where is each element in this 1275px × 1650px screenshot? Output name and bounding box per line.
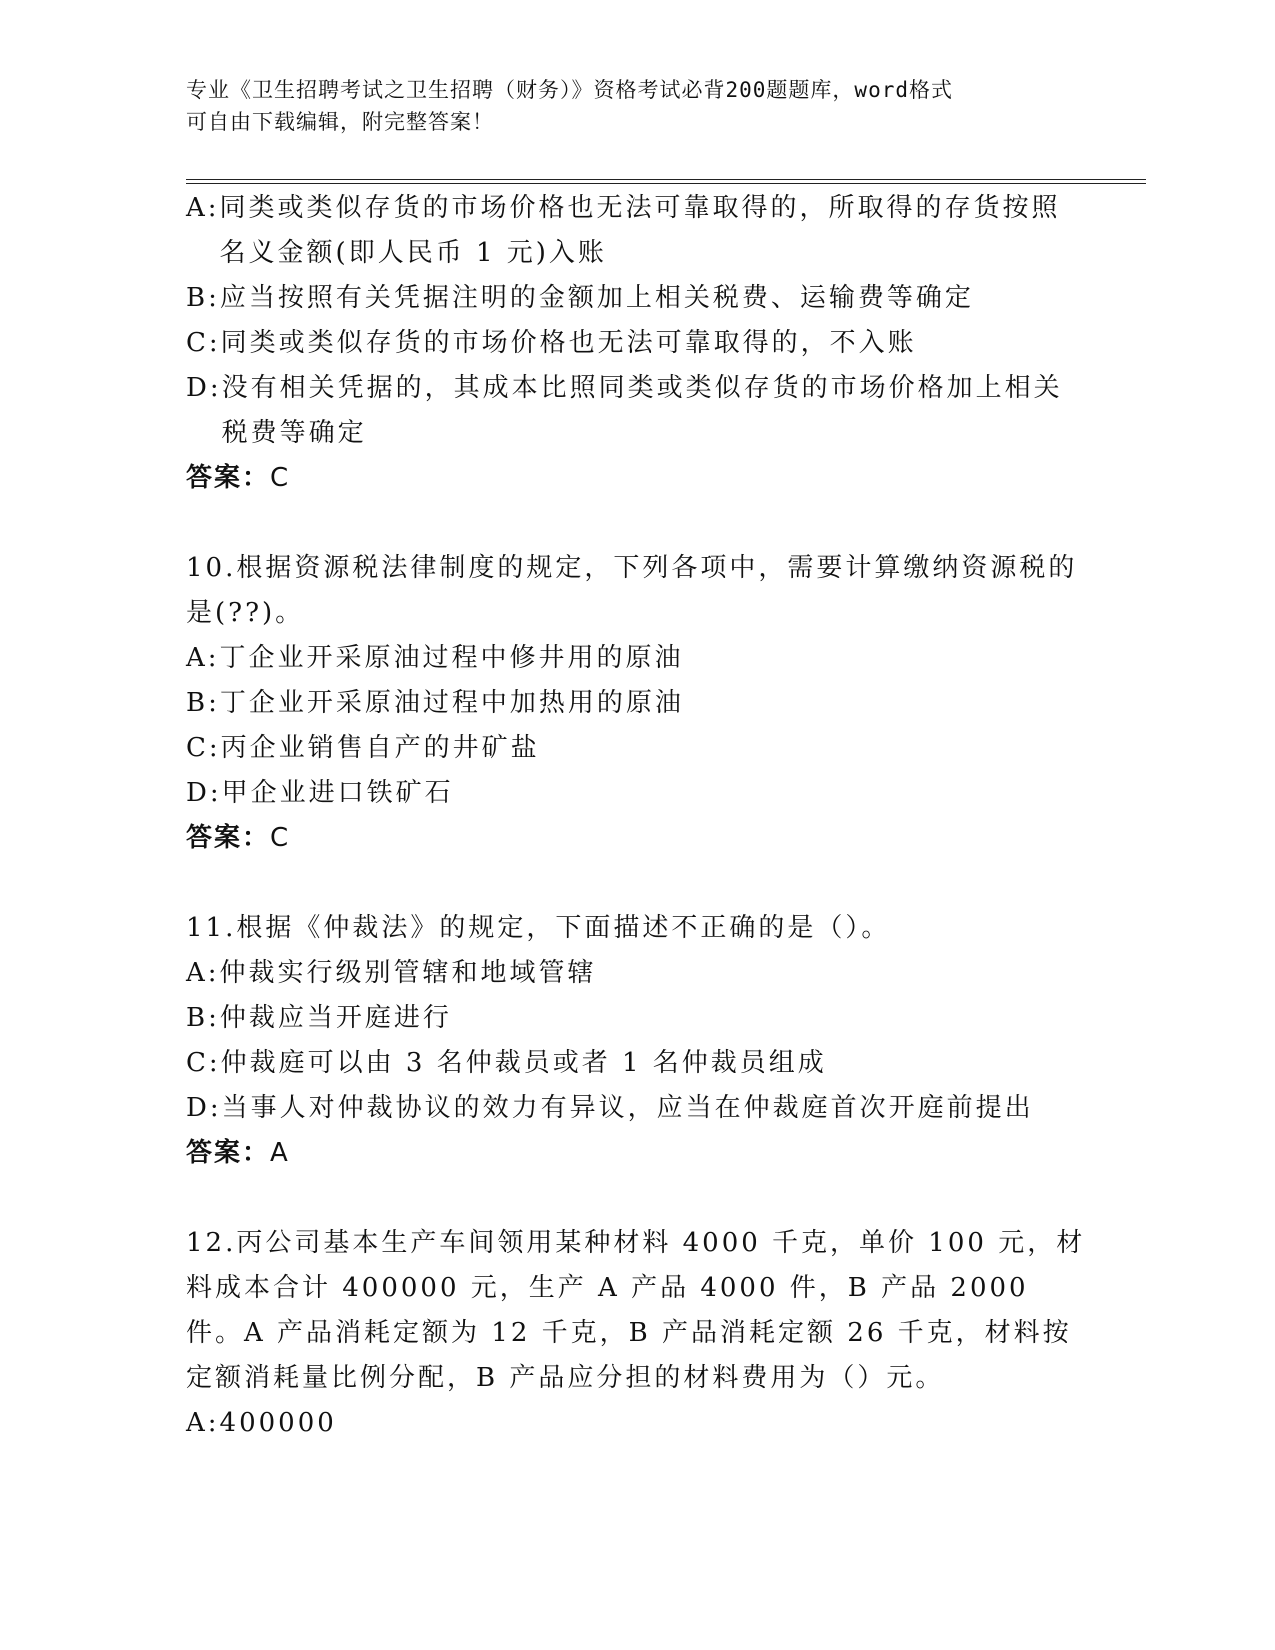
answer-line	[186, 816, 1086, 861]
option-text: 应当按照有关凭据注明的金额加上相关税费、运输费等确定	[219, 283, 974, 313]
option-d	[186, 1086, 1086, 1131]
option-letter: C:	[186, 733, 221, 763]
option-c	[186, 1041, 1086, 1086]
question-stem: 10.根据资源税法律制度的规定，下列各项中，需要计算缴纳资源税的是(??)。	[186, 553, 1078, 628]
document-header	[186, 74, 1066, 138]
answer-label: 答案：	[186, 823, 271, 853]
option-b	[186, 276, 1086, 321]
answer-label: 答案：	[186, 463, 271, 493]
option-letter: C:	[186, 328, 221, 358]
answer-line	[186, 456, 1086, 501]
question-stem: 12.丙公司基本生产车间领用某种材料 4000 千克，单价 100 元，材料成本合计 400000 元，生产 A 产品 4000 件，B 产品 2000 件。A 产品消耗定额为 12 千克，B 产品消耗定额 26 千克，材料按定额消耗量比例分配，B 产品应分担的材料费用为（）元。	[186, 1228, 1086, 1393]
question-9	[186, 186, 1086, 501]
option-letter: A:	[186, 643, 220, 673]
option-text: 丁企业开采原油过程中加热用的原油	[219, 688, 684, 718]
option-letter: B:	[186, 688, 220, 718]
option-text: 丁企业开采原油过程中修井用的原油	[219, 643, 684, 673]
option-letter: A:	[186, 958, 220, 988]
option-letter: D:	[186, 373, 222, 403]
option-letter: D:	[186, 778, 222, 808]
option-text: 同类或类似存货的市场价格也无法可靠取得的，不入账	[220, 328, 917, 358]
option-text: 400000	[219, 1408, 337, 1438]
option-d	[186, 771, 1086, 816]
header-title-line-1: 专业《卫生招聘考试之卫生招聘（财务）》资格考试必背200题题库，word格式	[186, 78, 953, 102]
header-title-line-2: 可自由下载编辑，附完整答案！	[186, 110, 494, 134]
option-text: 仲裁应当开庭进行	[219, 1003, 452, 1033]
option-b	[186, 681, 1086, 726]
option-text: 仲裁庭可以由 3 名仲裁员或者 1 名仲裁员组成	[220, 1048, 827, 1078]
option-text: 同类或类似存货的市场价格也无法可靠取得的，所取得的存货按照名义金额(即人民币 1 元)入账	[219, 193, 1061, 268]
option-c	[186, 726, 1086, 771]
option-a	[186, 1401, 1086, 1446]
header-divider-bottom	[186, 183, 1146, 184]
spacer	[186, 861, 1086, 906]
option-text: 仲裁实行级别管辖和地域管辖	[219, 958, 597, 988]
option-a	[186, 636, 1086, 681]
option-letter: B:	[186, 1003, 220, 1033]
answer-value: A	[270, 1138, 290, 1168]
answer-line	[186, 1131, 1086, 1176]
option-c	[186, 321, 1086, 366]
option-text: 丙企业销售自产的井矿盐	[220, 733, 540, 763]
option-letter: D:	[186, 1093, 222, 1123]
spacer	[186, 501, 1086, 546]
option-text: 没有相关凭据的，其成本比照同类或类似存货的市场价格加上相关税费等确定	[221, 373, 1063, 448]
option-text: 甲企业进口铁矿石	[221, 778, 454, 808]
question-11	[186, 906, 1086, 1176]
option-letter: A:	[186, 1408, 220, 1438]
option-b	[186, 996, 1086, 1041]
spacer	[186, 1176, 1086, 1221]
question-12	[186, 1221, 1086, 1446]
option-letter: C:	[186, 1048, 221, 1078]
answer-value: C	[270, 823, 291, 853]
question-stem: 11.根据《仲裁法》的规定，下面描述不正确的是（）。	[186, 913, 891, 943]
question-10	[186, 546, 1086, 861]
answer-value: C	[270, 463, 291, 493]
answer-label: 答案：	[186, 1138, 271, 1168]
option-d	[186, 366, 1086, 456]
option-text: 当事人对仲裁协议的效力有异议，应当在仲裁庭首次开庭前提出	[221, 1093, 1034, 1123]
option-a	[186, 186, 1086, 276]
option-a	[186, 951, 1086, 996]
header-divider-top	[186, 179, 1146, 180]
option-letter: A:	[186, 193, 220, 223]
question-content	[186, 186, 1086, 1446]
option-letter: B:	[186, 283, 220, 313]
